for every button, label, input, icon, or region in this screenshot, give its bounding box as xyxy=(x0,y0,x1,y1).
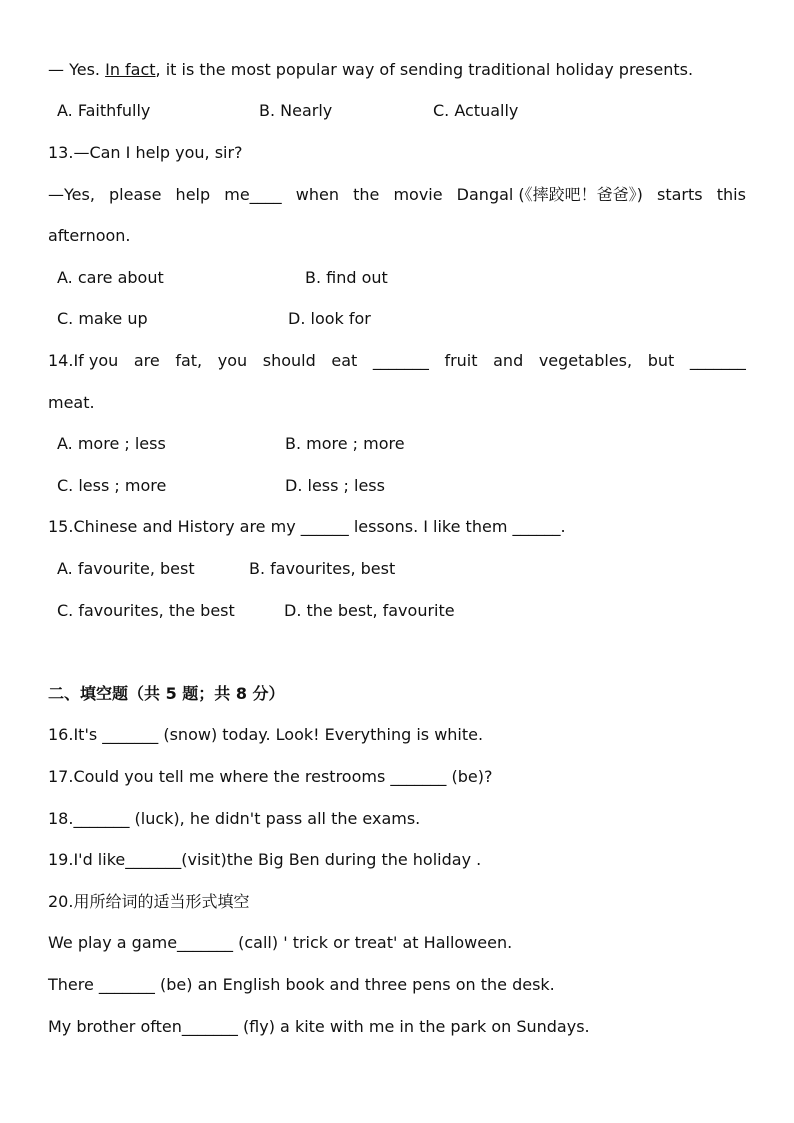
q13-word: —Yes, xyxy=(48,185,95,204)
q20-item-a: We play a game_______ (call) ' trick or treat' at Halloween. xyxy=(48,933,513,952)
q13-word: when xyxy=(295,185,339,204)
q13-option-c: C. make up xyxy=(57,309,148,328)
q14-option-d: D. less ; less xyxy=(285,476,385,495)
q14-word: you xyxy=(217,351,248,370)
q14-word: should xyxy=(262,351,316,370)
q14-word: 14.If you xyxy=(48,351,119,370)
q14-blank: _______ xyxy=(372,351,429,370)
q18-text: 18._______ (luck), he didn't pass all the exams. xyxy=(48,809,421,828)
q13-answer-line xyxy=(48,184,746,206)
q14-word: and xyxy=(493,351,524,370)
q13-word: please xyxy=(109,185,162,204)
q20-item-c: My brother often_______ (fly) a kite with me in the park on Sundays. xyxy=(48,1017,590,1036)
q13-word: the xyxy=(353,185,380,204)
q15-option-a: A. favourite, best xyxy=(57,559,195,578)
q16-text: 16.It's _______ (snow) today. Look! Everything is white. xyxy=(48,725,484,744)
q13-word: help xyxy=(175,185,211,204)
q12-answer-post: , it is the most popular way of sending traditional holiday presents. xyxy=(155,60,694,79)
q12-answer-pre: — Yes. xyxy=(48,60,106,79)
q17-text: 17.Could you tell me where the restrooms _______ (be)? xyxy=(48,767,493,786)
q13-answer-cont: afternoon. xyxy=(48,226,131,245)
q12-answer xyxy=(48,59,693,81)
q15-question: 15.Chinese and History are my ______ lessons. I like them ______. xyxy=(48,517,566,536)
section-heading: 二、填空题（共 5 题；共 8 分） xyxy=(48,684,285,703)
q20-title: 20.用所给词的适当形式填空 xyxy=(48,892,250,911)
q14-word: fruit xyxy=(444,351,478,370)
q13-question: 13.—Can I help you, sir? xyxy=(48,143,243,162)
q13-word: this xyxy=(716,185,746,204)
q12-option-c: C. Actually xyxy=(433,101,519,120)
q15-option-b: B. favourites, best xyxy=(249,559,396,578)
q14-option-b: B. more ; more xyxy=(285,434,405,453)
q14-word: vegetables, xyxy=(538,351,633,370)
q19-text: 19.I'd like_______(visit)the Big Ben during the holiday . xyxy=(48,850,482,869)
q14-cont: meat. xyxy=(48,393,95,412)
q14-word: eat xyxy=(331,351,358,370)
q14-option-a: A. more ; less xyxy=(57,434,166,453)
q14-question-line xyxy=(48,350,746,372)
q15-option-d: D. the best, favourite xyxy=(284,601,455,620)
q14-word: fat, xyxy=(175,351,203,370)
q13-option-d: D. look for xyxy=(288,309,371,328)
q14-option-c: C. less ; more xyxy=(57,476,167,495)
q15-option-c: C. favourites, the best xyxy=(57,601,235,620)
q14-word: are xyxy=(133,351,160,370)
q14-blank: _______ xyxy=(689,351,746,370)
q12-option-b: B. Nearly xyxy=(259,101,333,120)
q13-word: movie xyxy=(393,185,443,204)
q13-word: starts xyxy=(657,185,703,204)
q12-option-a: A. Faithfully xyxy=(57,101,151,120)
q13-movie-title: Dangal (《摔跤吧！爸爸》) xyxy=(456,185,643,204)
q13-option-a: A. care about xyxy=(57,268,164,287)
q12-answer-underlined: In fact xyxy=(105,60,156,79)
q13-option-b: B. find out xyxy=(305,268,388,287)
q13-word: me____ xyxy=(224,185,282,204)
q20-item-b: There _______ (be) an English book and three pens on the desk. xyxy=(48,975,555,994)
q14-word: but xyxy=(647,351,675,370)
